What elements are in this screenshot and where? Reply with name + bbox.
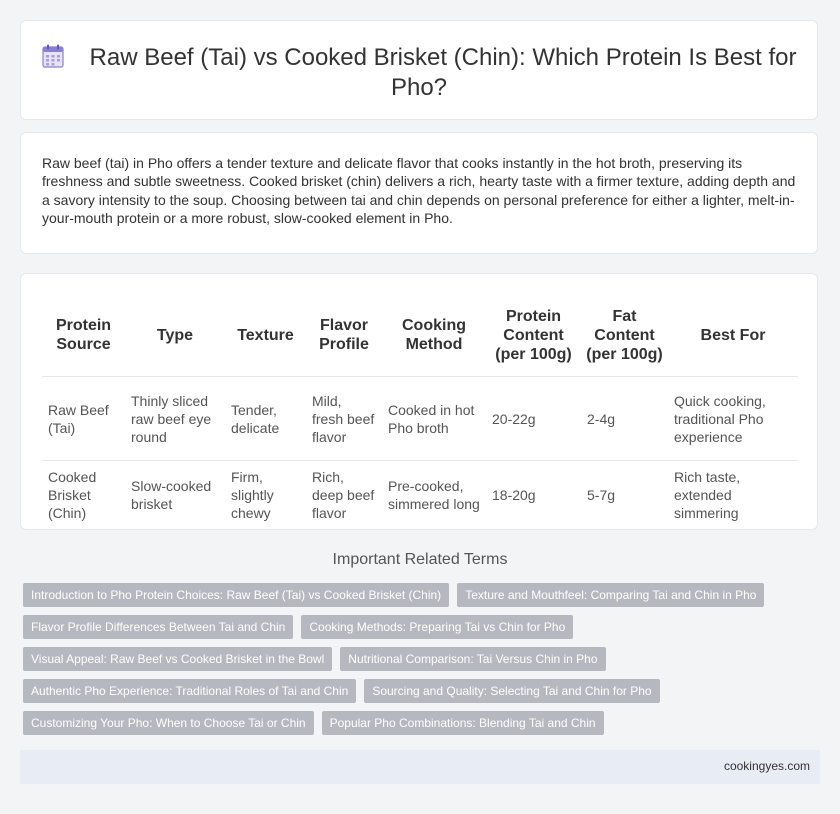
table-cell: 18-20g bbox=[486, 461, 581, 530]
table-header: Cooking Method bbox=[402, 317, 466, 353]
footer bbox=[20, 750, 820, 784]
table-cell: Thinly sliced raw beef eye round bbox=[125, 377, 225, 461]
site-name[interactable]: cookingyes.com bbox=[723, 759, 810, 773]
table-header: Fat Content (per 100g) bbox=[586, 307, 663, 363]
related-term-link[interactable]: Texture and Mouthfeel: Comparing Tai and Chin in Pho bbox=[457, 583, 764, 607]
related-terms-list bbox=[23, 583, 803, 743]
related-term-link[interactable]: Customizing Your Pho: When to Choose Tai or Chin bbox=[23, 711, 314, 735]
tag-row bbox=[23, 679, 803, 703]
table-row bbox=[42, 377, 798, 461]
calendar-icon bbox=[42, 44, 64, 68]
table-header: Protein Source bbox=[55, 317, 112, 353]
related-term-link[interactable]: Introduction to Pho Protein Choices: Raw Beef (Tai) vs Cooked Brisket (Chin) bbox=[23, 583, 449, 607]
table-cell: Mild, fresh beef flavor bbox=[306, 377, 382, 461]
page-title: Raw Beef (Tai) vs Cooked Brisket (Chin): Which Protein Is Best for Pho? bbox=[89, 44, 797, 101]
table-cell: Raw Beef (Tai) bbox=[42, 377, 125, 461]
tag-row bbox=[23, 711, 803, 735]
related-term-link[interactable]: Visual Appeal: Raw Beef vs Cooked Brisket in the Bowl bbox=[23, 647, 332, 671]
related-term-link[interactable]: Popular Pho Combinations: Blending Tai and Chin bbox=[322, 711, 604, 735]
page-title-wrap bbox=[41, 43, 797, 103]
related-term-link[interactable]: Flavor Profile Differences Between Tai and Chin bbox=[23, 615, 293, 639]
intro-paragraph: Raw beef (tai) in Pho offers a tender texture and delicate flavor that cooks instantly in the hot broth, preserving its freshness and subtle sweetness. Cooked brisket (chin) delivers a rich, hearty taste with a firmer texture, adding depth and a savory intensity to the soup. Choosing between tai and chin depends on personal preference for either a lighter, melt-in-your-mouth protein or a more robust, slow-cooked element in Pho. bbox=[42, 155, 796, 227]
table-cell: Firm, slightly chewy bbox=[225, 461, 306, 530]
table-header: Flavor Profile bbox=[319, 317, 369, 353]
table-cell: Pre-cooked, simmered long bbox=[382, 461, 486, 530]
comparison-card bbox=[20, 273, 818, 530]
table-header-row bbox=[42, 294, 798, 377]
table-header: Type bbox=[156, 326, 194, 344]
related-term-link[interactable]: Authentic Pho Experience: Traditional Roles of Tai and Chin bbox=[23, 679, 356, 703]
tag-row bbox=[23, 615, 803, 639]
tag-row bbox=[23, 647, 803, 671]
related-term-link[interactable]: Cooking Methods: Preparing Tai vs Chin for Pho bbox=[301, 615, 573, 639]
table-cell: Tender, delicate bbox=[225, 377, 306, 461]
table-cell: 5-7g bbox=[581, 461, 668, 530]
related-term-link[interactable]: Sourcing and Quality: Selecting Tai and Chin for Pho bbox=[364, 679, 659, 703]
table-cell: Cooked Brisket (Chin) bbox=[42, 461, 125, 530]
intro-card bbox=[20, 132, 818, 254]
related-term-link[interactable]: Nutritional Comparison: Tai Versus Chin in Pho bbox=[340, 647, 605, 671]
table-cell: 20-22g bbox=[486, 377, 581, 461]
table-row bbox=[42, 461, 798, 530]
table-header: Best For bbox=[700, 326, 766, 344]
table-cell: Rich taste, extended simmering bbox=[668, 461, 798, 530]
table-cell: Quick cooking, traditional Pho experience bbox=[668, 377, 798, 461]
title-card bbox=[20, 20, 818, 120]
related-terms-title: Important Related Terms bbox=[332, 551, 508, 568]
tag-row bbox=[23, 583, 803, 607]
table-header: Texture bbox=[237, 326, 294, 344]
table-cell: 2-4g bbox=[581, 377, 668, 461]
table-cell: Slow-cooked brisket bbox=[125, 461, 225, 530]
comparison-table bbox=[42, 294, 798, 530]
table-cell: Cooked in hot Pho broth bbox=[382, 377, 486, 461]
table-header: Protein Content (per 100g) bbox=[495, 307, 572, 363]
table-cell: Rich, deep beef flavor bbox=[306, 461, 382, 530]
